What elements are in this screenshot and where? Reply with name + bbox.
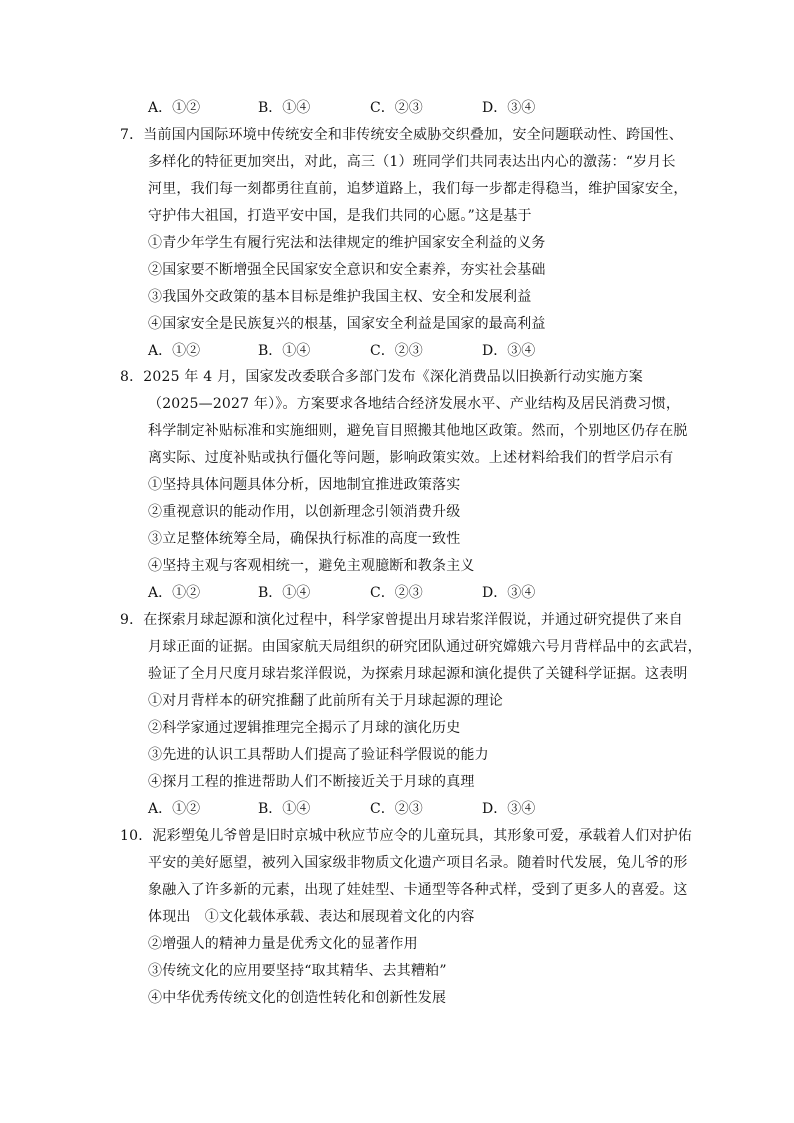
question-8-stem-line: 科学制定补贴标准和实施细则，避免盲目照搬其他地区政策。然而，个别地区仍存在脱 xyxy=(148,423,688,439)
question-7-item: ③我国外交政策的基本目标是维护我国主权、安全和发展利益 xyxy=(148,289,532,305)
option-b: B．①④ xyxy=(258,100,311,116)
option-a: A．①② xyxy=(148,343,201,359)
question-10-stem-line: 体现出 ①文化载体承载、表达和展现着文化的内容 xyxy=(148,909,475,925)
question-9-item: ③先进的认识工具帮助人们提高了验证科学假说的能力 xyxy=(148,747,489,763)
question-9-stem-line: 月球正面的证据。由国家航天局组织的研究团队通过研究嫦娥六号月背样品中的玄武岩， xyxy=(148,639,702,655)
question-10-item: ②增强人的精神力量是优秀文化的显著作用 xyxy=(148,936,418,952)
option-d: D．③④ xyxy=(482,100,536,116)
option-b: B．①④ xyxy=(258,801,311,817)
question-9-item: ④探月工程的推进帮助人们不断接近关于月球的真理 xyxy=(148,774,475,790)
question-10-stem-line: 10．泥彩塑兔儿爷曾是旧时京城中秋应节应令的儿童玩具，其形象可爱，承载着人们对护佑 xyxy=(120,828,693,844)
question-8-stem-line: （2025—2027 年）》。方案要求各地结合经济发展水平、产业结构及居民消费习惯， xyxy=(148,396,681,412)
question-7-stem-line: 7．当前国内国际环境中传统安全和非传统安全威胁交织叠加，安全问题联动性、跨国性、 xyxy=(120,127,683,143)
option-a: A．①② xyxy=(148,801,201,817)
option-c: C．②③ xyxy=(370,801,423,817)
question-8-stem-line: 8．2025 年 4 月，国家发改委联合多部门发布《深化消费品以旧换新行动实施方案 xyxy=(120,369,643,385)
question-9-stem-line: 9．在探索月球起源和演化过程中，科学家曾提出月球岩浆洋假说，并通过研究提供了来自 xyxy=(120,612,683,628)
question-9-options xyxy=(148,799,748,819)
option-b: B．①④ xyxy=(258,585,311,601)
option-a: A．①② xyxy=(148,585,201,601)
q6-options xyxy=(148,98,748,118)
question-10-stem-line: 平安的美好愿望，被列入国家级非物质文化遗产项目名录。随着时代发展，兔儿爷的形 xyxy=(148,855,688,871)
question-8-item: ①坚持具体问题具体分析，因地制宜推进政策落实 xyxy=(148,477,461,493)
question-8-options xyxy=(148,583,748,603)
question-8-stem-line: 离实际、过度补贴或执行僵化等问题，影响政策实效。上述材料给我们的哲学启示有 xyxy=(148,450,674,466)
question-7-stem-line: 守护伟大祖国，打造平安中国，是我们共同的心愿。”这是基于 xyxy=(148,208,532,224)
option-b: B．①④ xyxy=(258,343,311,359)
question-7-stem-line: 河里，我们每一刻都勇往直前，追梦道路上，我们每一步都走得稳当，维护国家安全， xyxy=(148,181,688,197)
option-d: D．③④ xyxy=(482,343,536,359)
question-10-item: ③传统文化的应用要坚持“取其精华、去其糟粕” xyxy=(148,963,447,979)
option-d: D．③④ xyxy=(482,801,536,817)
option-c: C．②③ xyxy=(370,343,423,359)
option-c: C．②③ xyxy=(370,585,423,601)
question-9-stem-line: 验证了全月尺度月球岩浆洋假说，为探索月球起源和演化提供了关键科学证据。这表明 xyxy=(148,666,688,682)
question-7-item: ②国家要不断增强全民国家安全意识和安全素养，夯实社会基础 xyxy=(148,262,546,278)
question-7-item: ①青少年学生有履行宪法和法律规定的维护国家安全利益的义务 xyxy=(148,235,546,251)
question-7-item: ④国家安全是民族复兴的根基，国家安全利益是国家的最高利益 xyxy=(148,316,546,332)
question-8-item: ③立足整体统筹全局，确保执行标准的高度一致性 xyxy=(148,531,461,547)
option-d: D．③④ xyxy=(482,585,536,601)
question-9-item: ①对月背样本的研究推翻了此前所有关于月球起源的理论 xyxy=(148,693,503,709)
question-7-options xyxy=(148,341,748,361)
question-7-stem-line: 多样化的特征更加突出，对此，高三（1）班同学们共同表达出内心的激荡：“岁月长 xyxy=(148,154,676,170)
question-9-item: ②科学家通过逻辑推理完全揭示了月球的演化历史 xyxy=(148,720,461,736)
option-c: C．②③ xyxy=(370,100,423,116)
question-8-item: ②重视意识的能动作用，以创新理念引领消费升级 xyxy=(148,504,461,520)
question-10-stem-line: 象融入了许多新的元素，出现了娃娃型、卡通型等各种式样，受到了更多人的喜爱。这 xyxy=(148,882,688,898)
option-a: A．①② xyxy=(148,100,201,116)
question-8-item: ④坚持主观与客观相统一，避免主观臆断和教条主义 xyxy=(148,558,475,574)
question-10-item: ④中华优秀传统文化的创造性转化和创新性发展 xyxy=(148,990,447,1006)
